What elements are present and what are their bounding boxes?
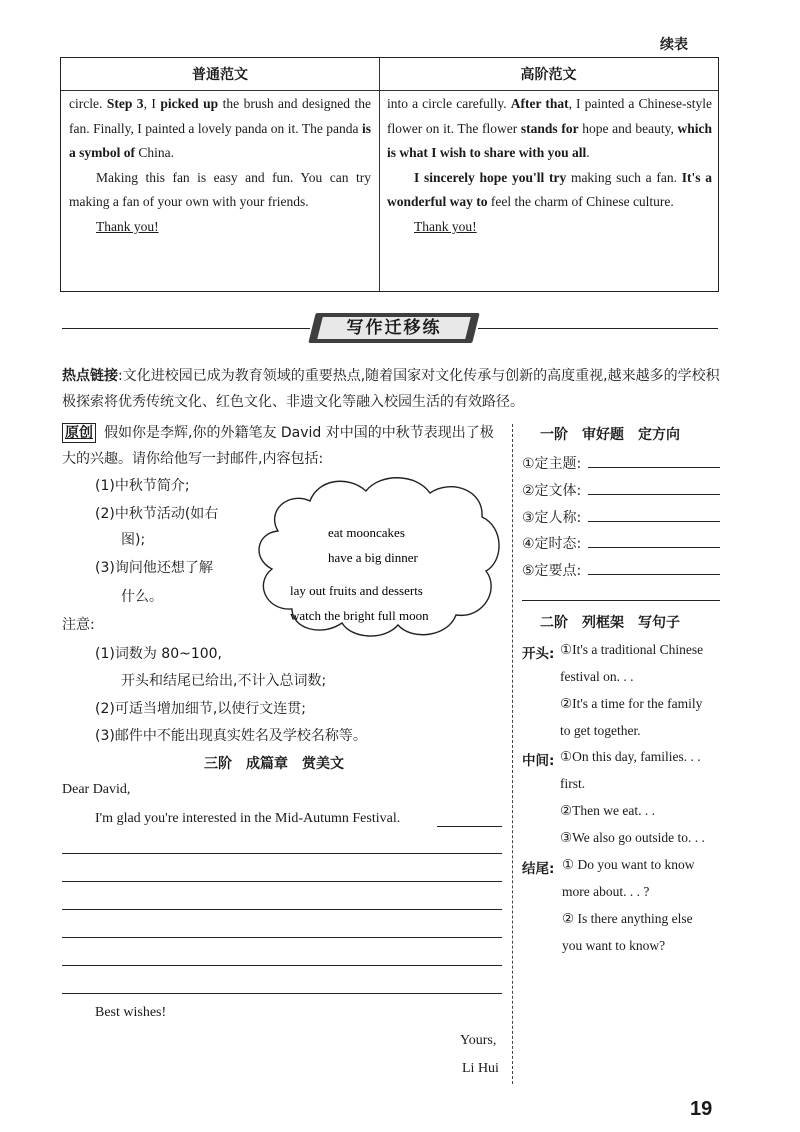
middle-label: 中间: [522, 753, 555, 769]
activities-cloud [248, 471, 504, 641]
sample-essay-table [60, 57, 719, 292]
middle-2: ②Then we eat. . . [560, 803, 655, 818]
cloud-item-1: eat mooncakes [328, 525, 405, 540]
stage3-title: 三阶 成篇章 赏美文 [204, 756, 344, 772]
person-blank[interactable] [588, 521, 720, 522]
basic-essay-cell [69, 92, 371, 240]
stage1-person: ③定人称: [522, 510, 582, 526]
task-item-2-cont: 图); [121, 532, 146, 548]
advanced-essay-closing: Thank you! [414, 218, 477, 234]
stage1-points: ⑤定要点: [522, 563, 582, 579]
writing-line-0[interactable] [437, 826, 502, 827]
middle-3: ③We also go outside to. . . [560, 830, 705, 845]
opening-1a: ①It's a traditional Chinese [560, 642, 704, 657]
note-3: (3)邮件中不能出现真实姓名及学校名称等。 [95, 728, 367, 744]
letter-salutation: Dear David, [62, 782, 131, 797]
letter-best-wishes: Best wishes! [95, 1005, 167, 1020]
stage1-title: 一阶 审好题 定方向 [540, 427, 680, 443]
table-header-advanced: 高阶范文 [520, 67, 577, 83]
task-item-3-cont: 什么。 [121, 589, 163, 605]
table-header-basic: 普通范文 [192, 67, 248, 83]
advanced-essay-cell [387, 92, 712, 240]
note-1-cont: 开头和结尾已给出,不计入总词数; [121, 673, 327, 689]
middle-1: ①On this day, families. . . [560, 749, 701, 764]
stage1-genre: ②定文体: [522, 483, 582, 499]
column-divider [512, 424, 513, 1084]
writing-line-3[interactable] [62, 909, 502, 910]
advanced-essay-para2: I sincerely hope you'll try making such a fan. It's a wonderful way to feel the charm of Chinese culture. [387, 169, 712, 210]
task-intro: 假如你是李辉,你的外籍笔友 David 对中国的中秋节表现出了极大的兴趣。请你给他写一封邮件,内容包括: [62, 425, 494, 467]
original-badge: 原创 [62, 423, 96, 443]
ending-1b: more about. . . ? [562, 884, 650, 899]
basic-essay-para2: Making this fan is easy and fun. You can try making a fan of your own with your friends. [69, 169, 371, 210]
letter-first-line: I'm glad you're interested in the Mid-Autumn Festival. [95, 811, 401, 826]
section-rule-right [478, 328, 718, 329]
points-blank[interactable] [588, 574, 720, 575]
genre-blank[interactable] [588, 494, 720, 495]
middle-1b: first. [560, 776, 586, 791]
writing-line-6[interactable] [62, 993, 502, 994]
note-1: (1)词数为 80~100, [95, 646, 222, 662]
basic-essay-closing: Thank you! [96, 218, 159, 234]
opening-2b: to get together. [560, 723, 641, 738]
task-item-3: (3)询问他还想了解 [95, 560, 213, 576]
tense-blank[interactable] [588, 547, 720, 548]
cloud-item-3: lay out fruits and desserts [290, 583, 423, 598]
opening-1b: festival on. . . [560, 669, 634, 684]
cloud-item-2: have a big dinner [328, 550, 418, 565]
hot-topic-paragraph: 热点链接:文化进校园已成为教育领域的重要热点,随着国家对文化传承与创新的高度重视,越来越多的学校积极探索将优秀传统文化、红色文化、非遗文化等融入校园生活的有效路径。 [62, 368, 720, 410]
stage1-tense: ④定时态: [522, 536, 582, 552]
opening-2a: ②It's a time for the family [560, 696, 703, 711]
continued-label: 续表 [660, 37, 688, 53]
writing-line-5[interactable] [62, 965, 502, 966]
section-title: 写作迁移练 [346, 318, 442, 338]
page-number: 19 [690, 1098, 713, 1120]
note-label: 注意: [62, 617, 95, 633]
note-2: (2)可适当增加细节,以使行文连贯; [95, 701, 306, 717]
letter-yours: Yours, [460, 1033, 497, 1048]
stage2-title: 二阶 列框架 写句子 [540, 615, 680, 631]
ending-1a: ① Do you want to know [562, 857, 695, 872]
advanced-essay-para1: into a circle carefully. After that, I painted a Chinese-style flower on it. The flower stands for hope and beauty, which is what I wish to share with you all. [387, 96, 713, 161]
writing-line-4[interactable] [62, 937, 502, 938]
cloud-item-4: watch the bright full moon [290, 608, 429, 623]
points-blank-2[interactable] [522, 600, 720, 601]
hot-topic-label: 热点链接 [62, 368, 118, 384]
section-rule-left [62, 328, 310, 329]
task-item-1: (1)中秋节简介; [95, 478, 190, 494]
writing-line-1[interactable] [62, 853, 502, 854]
opening-label: 开头: [522, 646, 555, 662]
ending-2a: ② Is there anything else [562, 911, 693, 926]
basic-essay-para1: circle. Step 3, I picked up the brush and designed the fan. Finally, I painted a lovely panda on it. The panda is a symbol of China. [69, 96, 371, 161]
ending-label: 结尾: [522, 861, 555, 877]
writing-line-2[interactable] [62, 881, 502, 882]
ending-2b: you want to know? [562, 938, 666, 953]
letter-signature: Li Hui [462, 1061, 499, 1076]
task-item-2: (2)中秋节活动(如右 [95, 506, 219, 522]
stage1-theme: ①定主题: [522, 456, 582, 472]
theme-blank[interactable] [588, 467, 720, 468]
